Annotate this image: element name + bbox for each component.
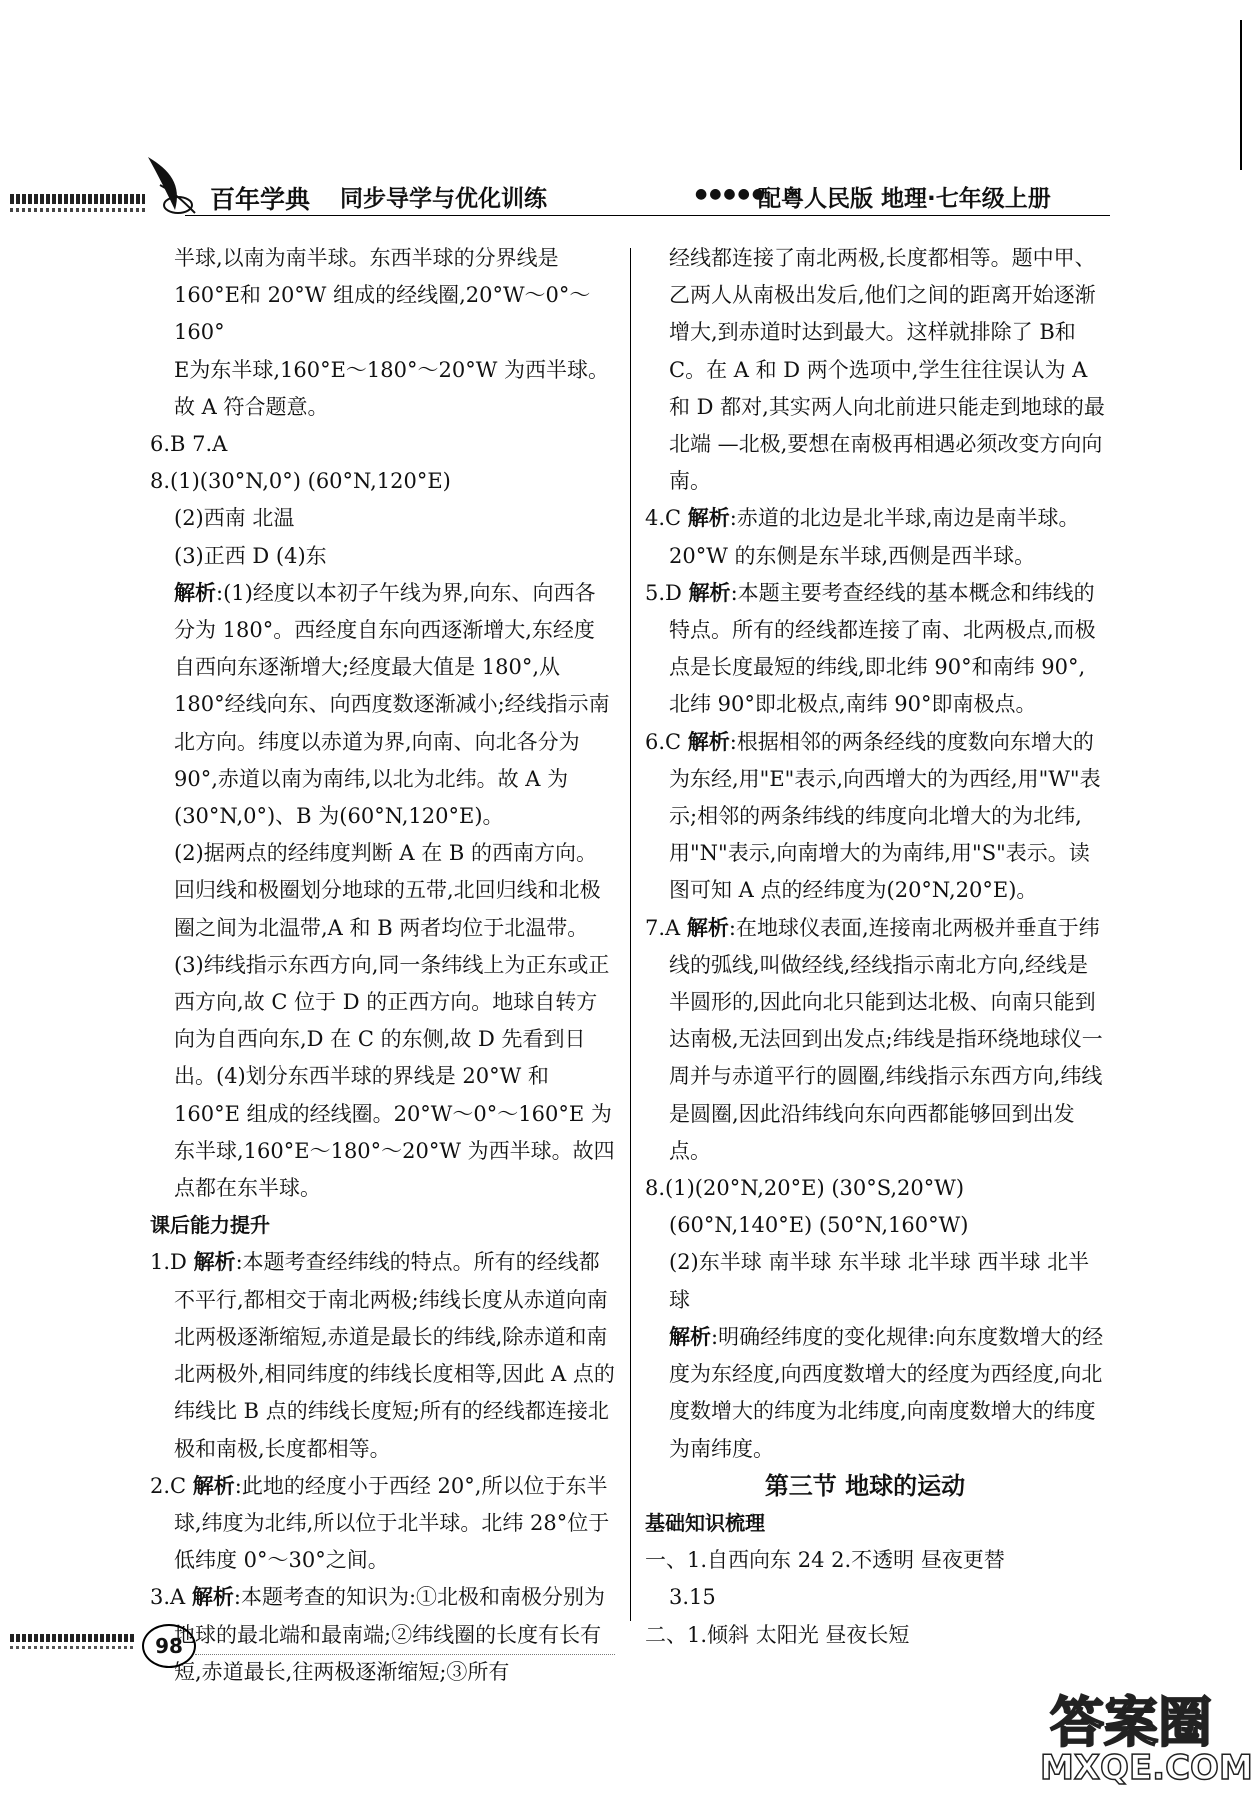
answer-item <box>645 910 1105 1170</box>
answer-item <box>150 1468 615 1580</box>
footer-stripe-thin <box>10 1646 135 1649</box>
explanation-text: :根据相邻的两条经线的度数向东增大的为东经,用"E"表示,向西增大的为西经,用"W"表示;相邻的两条纬线的纬度向北增大的为北纬,用"N"表示,向南增大的为南纬,用"S"表示。读图可知 A 点的经纬度为(20°N,20°E)。 <box>669 729 1101 903</box>
page-footer <box>10 1612 610 1672</box>
answer-line: 8.(1)(20°N,20°E) (30°S,20°W) <box>645 1176 965 1201</box>
chapter-title: 第三节 地球的运动 <box>764 1471 966 1500</box>
explanation-label: 解析 <box>174 580 216 605</box>
answer-item <box>150 1244 615 1467</box>
answer-item <box>645 724 1105 910</box>
watermark-logo <box>1040 1680 1253 1790</box>
page-header <box>10 160 1250 222</box>
explanation-label: 解析 <box>687 506 730 531</box>
explanation-text: :本题主要考查经线的基本概念和纬线的特点。所有的经线都连接了南、北两极点,而极点是长度最短的纬线,即北纬 90°和南纬 90°,北纬 90°即北极点,南纬 90°即南极点。 <box>669 580 1096 717</box>
left-column <box>150 240 615 1691</box>
explanation-label: 解析 <box>191 1585 234 1610</box>
explanation-label: 解析 <box>192 1473 235 1498</box>
answer-line: (60°N,140°E) (50°N,160°W) <box>669 1213 969 1238</box>
answer-number: 6.C <box>645 729 682 754</box>
answer-line: 故 A 符合题意。 <box>174 394 329 419</box>
explanation-text: :赤道的北边是北半球,南边是南半球。20°W 的东侧是东半球,西侧是西半球。 <box>669 506 1080 568</box>
answer-number: 7.A <box>645 915 681 940</box>
explanation <box>150 575 615 835</box>
explanation-label: 解析 <box>669 1324 711 1349</box>
answer-number: 1.D <box>150 1250 187 1275</box>
answer-line: 半球,以南为南半球。东西半球的分界线是 <box>174 246 559 270</box>
answer-number: 2.C <box>150 1473 187 1498</box>
explanation-text: :明确经纬度的变化规律:向东度数增大的经度为东经度,向西度数增大的经度为西经度,向北度数增大的纬度为北纬度,向南度数增大的纬度为南纬度。 <box>669 1324 1104 1461</box>
right-column <box>645 240 1105 1654</box>
page-number: 98 <box>142 1624 196 1668</box>
watermark-domain: MXQE.COM <box>1040 1748 1253 1788</box>
explanation: (2)据两点的经纬度判断 A 在 B 的西南方向。回归线和极圈划分地球的五带,北回归线和北极圈之间为北温带,A 和 B 两者均位于北温带。(3)纬线指示东西方向,同一条纬线上为正东或正西方向,故 C 位于 D 的正西方向。地球自转方向为自西向东,D 在 C 的东侧,故 D 先看到日出。(4)划分东西半球的界线是 20°W 和 160°E 组成的经线圈。20°W～0°～160°E 为东半球,160°E～180°～20°W 为西半球。故四点都在东半球。 <box>174 841 615 1201</box>
brand-title: 百年学典 <box>210 185 311 214</box>
answer-line: 160°E和 20°W 组成的经线圈,20°W～0°～160° <box>174 283 591 345</box>
answer-line: (3)正西 D (4)东 <box>174 543 327 568</box>
answer-number: 4.C <box>645 506 682 531</box>
section-heading: 课后能力提升 <box>150 1213 270 1238</box>
explanation-text: :本题考查经纬线的特点。所有的经线都不平行,都相交于南北两极;纬线长度从赤道向南北两极逐渐缩短,赤道是最长的纬线,除赤道和南北两极外,相同纬度的纬线长度相等,因此 A 点的纬线比 B 点的纬线长度短;所有的经线都连接北极和南极,长度都相等。 <box>174 1250 615 1461</box>
explanation <box>645 1319 1105 1468</box>
answer-line: 二、1.倾斜 太阳光 昼夜长短 <box>645 1622 910 1647</box>
section-heading: 基础知识梳理 <box>645 1510 765 1535</box>
explanation-label: 解析 <box>687 729 730 754</box>
answer-line: 8.(1)(30°N,0°) (60°N,120°E) <box>150 469 451 494</box>
answer-number: 5.D <box>645 580 682 605</box>
answer-number: 3.A <box>150 1585 186 1610</box>
answer-line: (2)西南 北温 <box>174 506 295 531</box>
header-dots: ●●●●● <box>695 186 767 202</box>
explanation-text: :在地球仪表面,连接南北两极并垂直于纬线的弧线,叫做经线,经线指示南北方向,经线是半圆形的,因此向北只能到达北极、向南只能到达南极,无法回到出发点;纬线是指环绕地球仪一周并与赤道平行的圆圈,纬线指示东西方向,纬线是圆圈,因此沿纬线向东向西都能够回到出发点。 <box>669 915 1103 1163</box>
watermark-text: 答案圈 <box>1050 1691 1212 1754</box>
footer-stripe <box>10 1634 135 1642</box>
answer-item <box>645 575 1105 724</box>
explanation-text: :此地的经度小于西经 20°,所以位于东半球,纬度为北纬,所以位于北半球。北纬 28°位于低纬度 0°～30°之间。 <box>174 1473 610 1573</box>
answer-line: 一、1.自西向东 24 2.不透明 昼夜更替 <box>645 1548 1005 1573</box>
feather-quill-icon <box>140 155 200 217</box>
explanation-label: 解析 <box>688 580 731 605</box>
answer-line: 6.B 7.A <box>150 432 228 457</box>
answer-line: E为东半球,160°E～180°～20°W 为西半球。 <box>174 357 609 382</box>
explanation-text: :本题考查的知识为:①北极和南极分别为地球的最北端和最南端;②纬线圈的长度有长有短,赤道最长,往两极逐渐缩短;③所有 <box>174 1585 606 1684</box>
edition-label: 配粤人民版 地理·七年级上册 <box>758 186 1051 212</box>
answer-item <box>645 500 1105 574</box>
footer-rule <box>195 1654 615 1655</box>
explanation: 经线都连接了南北两极,长度都相等。题中甲、乙两人从南极出发后,他们之间的距离开始逐渐增大,到赤道时达到最大。这样就排除了 B和 C。在 A 和 D 两个选项中,学生往往误认为 A 和 D 都对,其实两人向北前进只能走到地球的最北端 —北极,要想在南极再相遇必须改变方向向南。 <box>669 246 1105 494</box>
header-stripe <box>10 194 145 204</box>
top-edge-line <box>1240 20 1242 170</box>
explanation-label: 解析 <box>193 1250 236 1275</box>
explanation-label: 解析 <box>686 915 729 940</box>
header-stripe-thin <box>10 208 145 212</box>
column-divider <box>630 248 631 1621</box>
answer-line: 3.15 <box>669 1585 716 1610</box>
explanation-text: :(1)经度以本初子午线为界,向东、向西各分为 180°。西经度自东向西逐渐增大,东经度自西向东逐渐增大;经度最大值是 180°,从 180°经线向东、向西度数逐渐减小;经线指示南北方向。纬度以赤道为界,向南、向北各分为 90°,赤道以南为南纬,以北为北纬。故 A 为(30°N,0°)、B 为(60°N,120°E)。 <box>174 580 610 829</box>
header-rule <box>185 215 1110 216</box>
book-subtitle: 同步导学与优化训练 <box>340 186 547 212</box>
answer-line: (2)东半球 南半球 东半球 北半球 西半球 北半球 <box>669 1250 1090 1312</box>
